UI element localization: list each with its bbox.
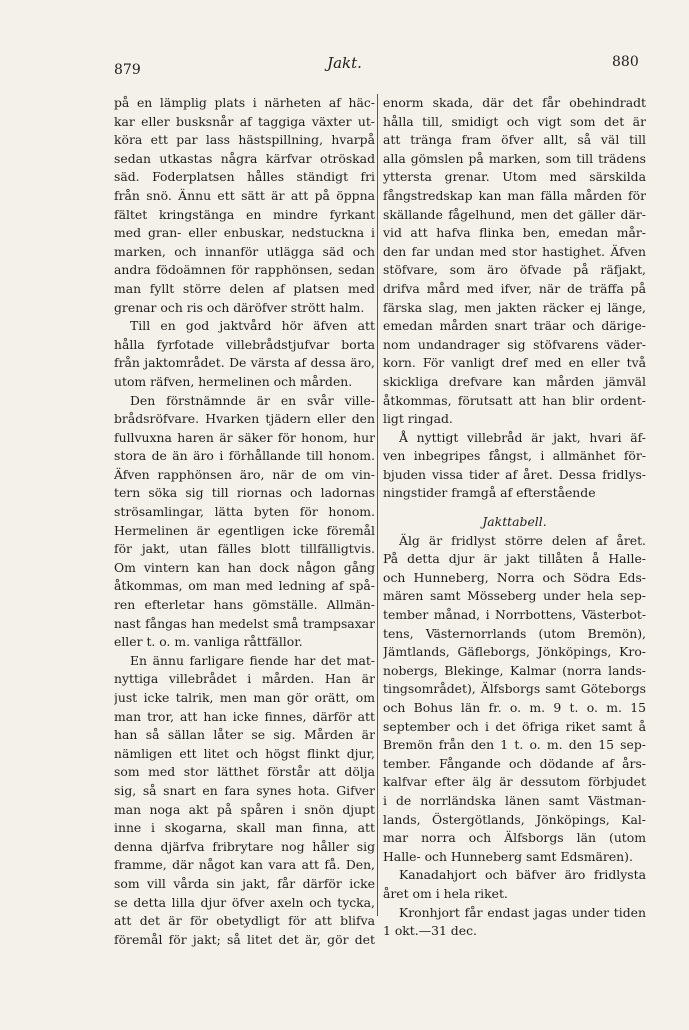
text-line: sedan utkastas några kärfvar otröskad: [114, 150, 375, 166]
text-line: framme, där något kan vara att få. Den,: [114, 857, 375, 873]
text-line: se detta lilla djur öfver axeln och tycka,: [114, 894, 375, 910]
page-number-right: 880: [612, 54, 639, 70]
column-divider: [377, 94, 378, 916]
text-line: ren efterletar hans gömställe. Allmän-: [114, 597, 375, 613]
text-line: inne i skogarna, skall man finna, att: [114, 820, 375, 836]
text-line: Den förstnämnde är en svår ville-: [130, 392, 375, 408]
text-line: fullvuxna haren är säker för honom, hur: [114, 429, 375, 445]
text-line: stora de än äro i förhållande till honom.: [114, 448, 375, 464]
text-line: köra ett par lass hästspillning, hvarpå: [114, 132, 375, 148]
text-line: lands, Östergötlands, Jönköpings, Kal-: [383, 811, 646, 827]
text-line: föremål för jakt; så litet det är, gör det: [114, 931, 375, 947]
text-line: fångstredskap kan man fälla mården för: [383, 187, 646, 203]
running-title: Jakt.: [327, 54, 362, 72]
text-line: färska slag, men jakten räcker ej länge,: [383, 299, 646, 315]
text-line: denna djärfva fribrytare nog håller sig: [114, 838, 375, 854]
text-line: Äfven rapphönsen äro, när de om vin-: [114, 466, 375, 482]
text-line: som vill vårda sin jakt, får därför icke: [114, 875, 375, 891]
text-line: Till en god jaktvård hör äfven att: [130, 318, 375, 334]
text-line: brådsröfvare. Hvarken tjädern eller den: [114, 411, 375, 427]
text-line: åtkommas, förutsatt att han blir ordent-: [383, 392, 646, 408]
text-line: åtkommas, om man med ledning af spå-: [114, 578, 375, 594]
text-line: tens, Västernorrlands (utom Bremön),: [383, 625, 646, 641]
text-line: korn. För vanligt dref med en eller två: [383, 355, 646, 371]
text-line: nyttiga villebrådet i mården. Han är: [114, 671, 375, 687]
text-line: september och i det öfriga riket samt å: [383, 718, 646, 734]
text-line: marken, och innanför utlägga säd och: [114, 243, 375, 259]
text-line: Halle- och Hunneberg samt Edsmären).: [383, 848, 633, 864]
text-line: enorm skada, där det får obehindradt: [383, 95, 646, 110]
text-line: Älg är fridlyst större delen af året.: [399, 532, 646, 548]
text-line: och Hunneberg, Norra och Södra Eds-: [383, 569, 646, 585]
text-line: tember månad, i Norrbottens, Västerbot-: [383, 607, 646, 623]
text-line: ligt ringad.: [383, 411, 453, 427]
text-line: säd. Foderplatsen hålles ständigt fri: [114, 169, 375, 185]
text-line: andra födoämnen för rapphönsen, sedan: [114, 262, 375, 278]
text-line: yttersta grenar. Utom med särskilda: [383, 169, 646, 185]
text-line: den far undan med stor hastighet. Äfven: [383, 243, 646, 259]
text-line: kar eller busksnår af taggiga växter ut-: [114, 113, 375, 129]
text-line: sig, så snart en fara synes hota. Gifver: [114, 782, 375, 798]
text-line: Å nyttigt villebråd är jakt, hvari äf-: [399, 429, 646, 445]
text-line: för jakt, utan fälles blott tillfälligtvis.: [114, 541, 375, 557]
text-line: Jämtlands, Gäfleborgs, Jönköpings, Kro-: [383, 644, 646, 660]
text-line: Hermelinen är egentligen icke föremål: [114, 522, 375, 538]
text-line: tember. Fångande och dödande af års-: [383, 755, 646, 771]
text-line: tingsområdet), Älfsborgs samt Göteborgs: [383, 681, 646, 697]
text-line: nast fångas han medelst små trampsaxar: [114, 615, 375, 631]
text-line: En ännu farligare fiende har det mat-: [130, 652, 375, 668]
text-line: vid att hafva flinka ben, emedan mår-: [383, 225, 646, 241]
page-number-left: 879: [114, 62, 141, 78]
text-line: som med stor lätthet förstår att dölja: [114, 764, 375, 780]
text-line: hålla fyrfotade villebrådstjufvar borta: [114, 336, 375, 352]
text-line: fältet kringstänga en mindre fyrkant: [114, 206, 375, 222]
text-line: Kanadahjort och bäfver äro fridlysta: [399, 867, 646, 883]
text-line: bjuden vissa tider af året. Dessa fridlys-: [383, 466, 646, 482]
text-line: just icke talrik, men man gör orätt, om: [114, 690, 375, 705]
text-line: från jaktområdet. De värsta af dessa äro,: [114, 355, 375, 371]
text-line: man tror, att han icke finnes, därför att: [114, 708, 375, 724]
text-line: kalfvar efter älg är dessutom förbjudet: [383, 774, 646, 790]
text-line: 1 okt.—31 dec.: [383, 923, 477, 939]
text-line: nobergs, Blekinge, Kalmar (norra lands-: [383, 662, 646, 678]
text-line: skällande fågelhund, men det gäller där-: [383, 206, 646, 222]
text-line: han så sällan låter se sig. Mården är: [114, 727, 375, 743]
text-line: man noga akt på spåren i snön djupt: [114, 801, 375, 817]
text-line: på en lämplig plats i närheten af häc-: [114, 95, 375, 110]
text-line: ven inbegripes fångst, i allmänhet för-: [383, 448, 646, 464]
text-line: och Bohus län fr. o. m. 9 t. o. m. 15: [383, 700, 646, 715]
text-line: med gran- eller enbuskar, nedstuckna i: [114, 225, 375, 241]
text-line: stöfvare, som äro öfvade på räfjakt,: [383, 262, 646, 278]
text-line: nämligen ett litet och högst flinkt djur,: [114, 745, 375, 761]
text-line: emedan mården snart träar och därige-: [383, 318, 646, 334]
text-line: alla gömslen på marken, som till trädens: [383, 150, 646, 166]
text-line: Kronhjort får endast jagas under tiden: [399, 904, 646, 920]
text-line: i de norrländska länen samt Västman-: [383, 792, 646, 808]
text-line: strösamlingar, lätta byten för honom.: [114, 504, 375, 520]
text-line: nom undandrager sig stöfvarens väder-: [383, 336, 646, 352]
text-line: drifva mård med ifver, när de träffa på: [383, 280, 646, 296]
text-line: eller t. o. m. vanliga råttfällor.: [114, 634, 303, 650]
page-header: [0, 52, 689, 82]
section-heading: Jakttabell.: [482, 514, 547, 530]
text-line: grenar och ris och däröfver strött halm.: [114, 299, 365, 315]
text-line: man fyllt större delen af platsen med: [114, 280, 375, 296]
text-line: Bremön från den 1 t. o. m. den 15 sep-: [383, 737, 646, 753]
text-line: att tränga fram öfver allt, så väl till: [383, 132, 646, 148]
text-line: tern söka sig till riornas och ladornas: [114, 485, 375, 501]
text-line: året om i hela riket.: [383, 885, 508, 901]
text-line: På detta djur är jakt tillåten å Halle-: [383, 551, 646, 567]
text-line: mären samt Mösseberg under hela sep-: [383, 588, 646, 604]
left-column: [114, 94, 375, 949]
text-line: hålla till, smidigt och vigt som det är: [383, 113, 646, 129]
right-column: [383, 94, 646, 941]
text-line: att det är för obetydligt för att blifva: [114, 913, 375, 929]
text-line: skickliga drefvare kan mården jämväl: [383, 373, 646, 389]
section-gap: [383, 503, 646, 513]
text-line: ningstider framgå af efterstående: [383, 485, 596, 501]
text-line: mar norra och Älfsborgs län (utom: [383, 830, 646, 846]
text-line: utom räfven, hermelinen och mården.: [114, 373, 353, 389]
text-line: från snö. Ännu ett sätt är att på öppna: [114, 187, 375, 203]
text-line: Om vintern kan han dock någon gång: [114, 559, 375, 575]
